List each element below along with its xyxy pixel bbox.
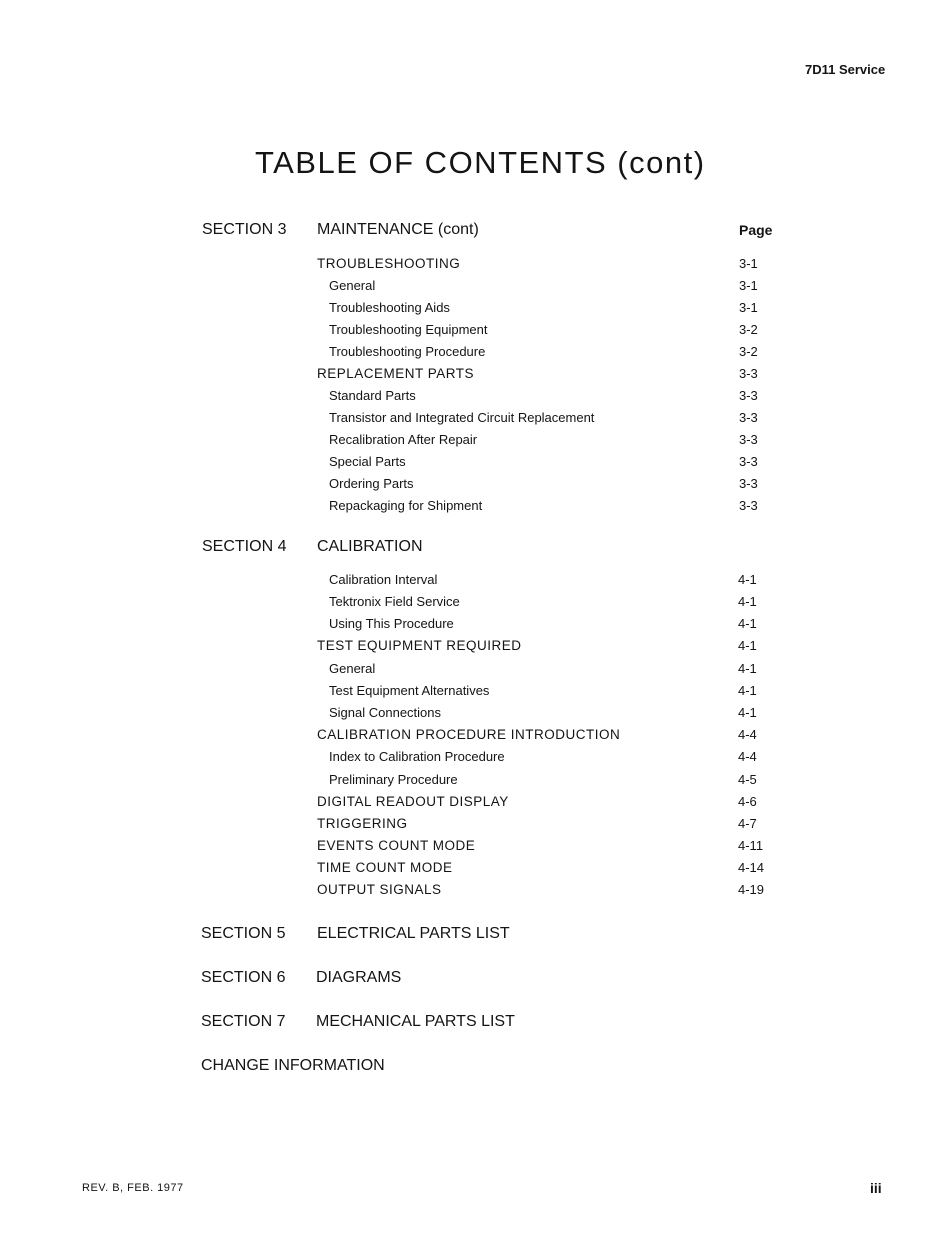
section-5-label: SECTION 5 (201, 925, 286, 942)
toc-entry-text: General (329, 278, 376, 293)
toc-entry-text: Test Equipment Alternatives (329, 683, 490, 698)
section-4-label: SECTION 4 (202, 538, 287, 555)
toc-entry-text: Calibration Interval (329, 572, 438, 587)
toc-entry-text: TRIGGERING (317, 816, 408, 831)
section-6-label: SECTION 6 (201, 969, 286, 986)
toc-entry-text: Recalibration After Repair (329, 432, 478, 447)
toc-entry-text: TEST EQUIPMENT REQUIRED (317, 638, 522, 653)
toc-entry-text: EVENTS COUNT MODE (317, 838, 476, 853)
toc-entry-page: 4-1 (738, 572, 757, 587)
toc-entry-text: Using This Procedure (329, 616, 454, 631)
toc-entry-text: Repackaging for Shipment (329, 498, 483, 513)
toc-entry-page: 3-1 (739, 278, 758, 293)
toc-entry-page: 3-2 (739, 344, 758, 359)
toc-entry-page: 4-7 (738, 816, 757, 831)
toc-entry-text: Tektronix Field Service (329, 594, 460, 609)
revision-note: REV. B, FEB. 1977 (82, 1182, 184, 1194)
toc-entry-text: Index to Calibration Procedure (329, 749, 505, 764)
toc-entry-page: 4-1 (738, 683, 757, 698)
toc-entry-page: 4-6 (738, 794, 757, 809)
toc-entry-page: 4-1 (738, 661, 757, 676)
toc-entry-page: 4-4 (738, 749, 757, 764)
toc-entry-text: DIGITAL READOUT DISPLAY (317, 794, 509, 809)
toc-entry-text: Troubleshooting Procedure (329, 344, 486, 359)
toc-entry-text: Special Parts (329, 454, 406, 469)
toc-entry-page: 4-1 (738, 594, 757, 609)
toc-entry-page: 4-4 (738, 727, 757, 742)
toc-entry-page: 3-1 (739, 256, 758, 271)
section-4-title: CALIBRATION (317, 538, 423, 555)
toc-entry-page: 3-3 (739, 366, 758, 381)
section-3-label: SECTION 3 (202, 221, 287, 238)
document-label: 7D11 Service (805, 62, 886, 77)
toc-entry-page: 4-5 (738, 772, 757, 787)
section-6-title: DIAGRAMS (316, 969, 402, 986)
toc-entry-page: 4-1 (738, 705, 757, 720)
toc-entry-text: General (329, 661, 376, 676)
toc-entry-page: 3-2 (739, 322, 758, 337)
toc-entry-page: 4-11 (738, 838, 764, 853)
toc-entry-page: 4-1 (738, 616, 757, 631)
toc-entry-page: 3-3 (739, 432, 758, 447)
section-5-title: ELECTRICAL PARTS LIST (317, 925, 510, 942)
toc-entry-text: Signal Connections (329, 705, 442, 720)
page-column-header: Page (739, 222, 773, 238)
toc-entry-page: 4-1 (738, 638, 757, 653)
toc-entry-text: REPLACEMENT PARTS (317, 366, 475, 381)
toc-entry-page: 4-14 (738, 860, 765, 875)
section-7-label: SECTION 7 (201, 1013, 286, 1030)
toc-entry-text: Ordering Parts (329, 476, 414, 491)
toc-entry-page: 3-3 (739, 498, 758, 513)
toc-entry-text: Troubleshooting Aids (329, 300, 450, 315)
toc-entry-text: Preliminary Procedure (329, 772, 458, 787)
toc-entry-text: CALIBRATION PROCEDURE INTRODUCTION (317, 727, 621, 742)
toc-entry-text: OUTPUT SIGNALS (317, 882, 442, 897)
change-information: CHANGE INFORMATION (201, 1057, 385, 1074)
toc-entry-text: TROUBLESHOOTING (317, 256, 461, 271)
toc-entry-text: Standard Parts (329, 388, 416, 403)
toc-entry-page: 3-1 (739, 300, 758, 315)
toc-entry-page: 3-3 (739, 454, 758, 469)
toc-entry-page: 3-3 (739, 388, 758, 403)
section-7-title: MECHANICAL PARTS LIST (316, 1013, 515, 1030)
section-3-title: MAINTENANCE (cont) (317, 221, 479, 238)
toc-entry-text: Troubleshooting Equipment (329, 322, 488, 337)
toc-entry-text: TIME COUNT MODE (317, 860, 453, 875)
toc-entry-page: 4-19 (738, 882, 765, 897)
toc-entry-text: Transistor and Integrated Circuit Replacement (329, 410, 595, 425)
page-number: iii (870, 1180, 882, 1196)
toc-entry-page: 3-3 (739, 476, 758, 491)
page-title: TABLE OF CONTENTS (cont) (255, 145, 706, 180)
toc-entry-page: 3-3 (739, 410, 758, 425)
